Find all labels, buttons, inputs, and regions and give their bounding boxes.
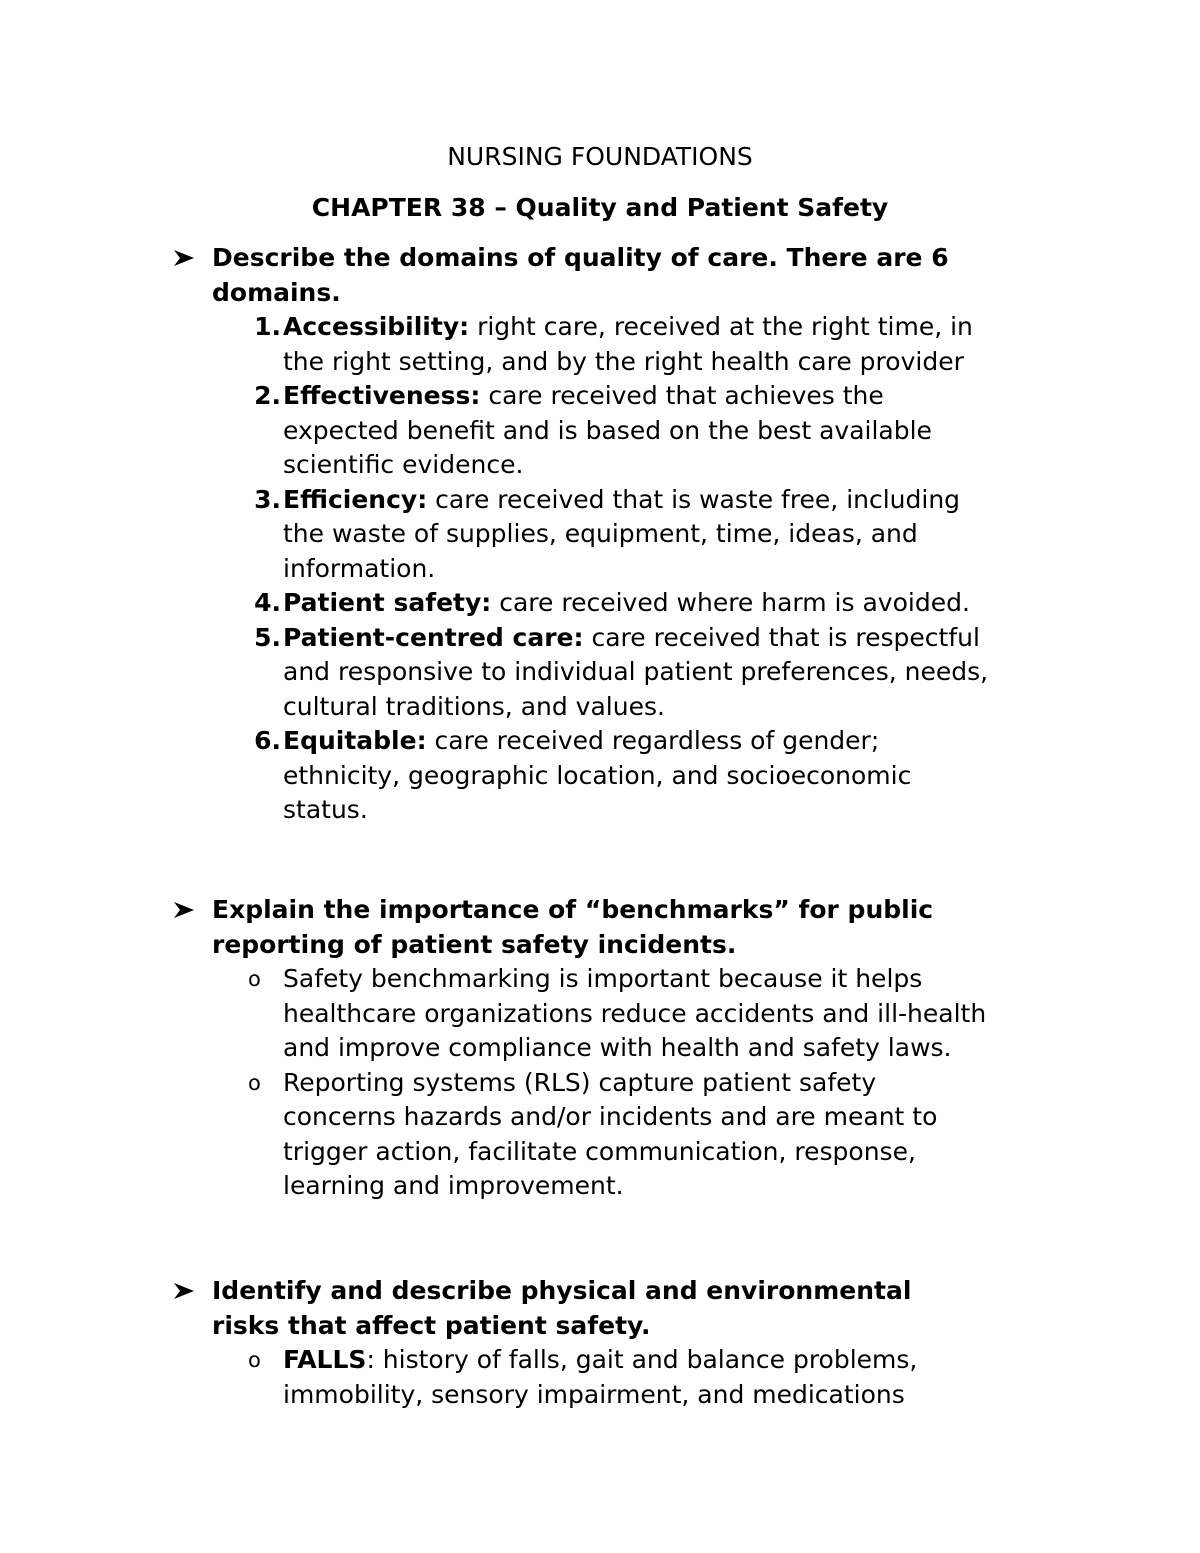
item-text: learning and improvement. <box>283 1171 624 1200</box>
item-text: right care, received at the right time, in <box>469 312 973 341</box>
item-term: Patient safety: <box>283 588 492 617</box>
section-physical-risks <box>170 1274 1070 1412</box>
arrow-bullet-icon <box>172 241 198 268</box>
item-text: and improve compliance with health and safety laws. <box>283 1033 952 1062</box>
item-text: : history of falls, gait and balance problems, <box>366 1345 918 1374</box>
list-item <box>170 1066 1070 1204</box>
list-item <box>170 962 1070 1066</box>
question-heading <box>170 241 1070 310</box>
item-text: care received that is waste free, including <box>427 484 961 514</box>
item-term: Efficiency: <box>283 484 428 514</box>
item-text: trigger action, facilitate communication, response, <box>283 1136 916 1166</box>
item-term: Patient-centred care: <box>283 622 584 652</box>
item-text: ethnicity, geographic location, and socioeconomic <box>283 760 912 790</box>
section-quality-domains <box>170 241 1070 828</box>
list-item <box>170 310 1070 379</box>
arrow-bullet-icon <box>172 893 198 920</box>
risk-bullets <box>170 1343 1070 1412</box>
item-text: scientific evidence. <box>283 450 524 479</box>
item-text: cultural traditions, and values. <box>283 691 665 721</box>
chapter-heading: CHAPTER 38 – Quality and Patient Safety <box>311 193 889 222</box>
section-benchmarks <box>170 893 1070 1204</box>
item-number: 1. <box>254 312 281 341</box>
question-line: Explain the importance of “benchmarks” for public <box>212 895 934 924</box>
item-number: 5. <box>254 622 281 652</box>
circle-bullet-icon: o <box>248 1070 261 1095</box>
list-item <box>170 483 1070 587</box>
item-text: care received where harm is avoided. <box>491 588 970 617</box>
question-heading <box>170 1274 1070 1343</box>
item-text: Safety benchmarking is important because it helps <box>283 964 923 993</box>
list-item <box>170 379 1070 483</box>
circle-bullet-icon: o <box>248 1348 261 1372</box>
question-line: Describe the domains of quality of care. There are 6 <box>212 243 949 272</box>
item-text: concerns hazards and/or incidents and are meant to <box>283 1102 938 1131</box>
item-text: the right setting, and by the right health care provider <box>283 346 964 376</box>
item-text: and responsive to individual patient preferences, needs, <box>283 657 989 686</box>
item-term: Equitable: <box>283 726 427 755</box>
item-term: FALLS <box>283 1345 367 1374</box>
arrow-bullet-icon <box>172 1274 198 1301</box>
circle-bullet-icon: o <box>248 967 261 991</box>
item-text: expected benefit and is based on the best available <box>283 415 932 445</box>
benchmark-bullets <box>170 962 1070 1204</box>
item-text: status. <box>283 795 368 824</box>
list-item <box>170 621 1070 725</box>
list-item <box>170 724 1070 828</box>
item-text: healthcare organizations reduce accidents and ill-health <box>283 998 987 1028</box>
question-line: Identify and describe physical and environmental <box>212 1276 912 1305</box>
item-term: Accessibility: <box>283 312 470 341</box>
list-item <box>170 586 1070 621</box>
item-text: Reporting systems (RLS) capture patient safety <box>283 1067 877 1097</box>
item-text: information. <box>283 553 436 583</box>
question-heading <box>170 893 1070 962</box>
question-line: risks that affect patient safety. <box>212 1310 651 1340</box>
item-text: the waste of supplies, equipment, time, ideas, and <box>283 519 918 548</box>
item-text: care received that is respectful <box>583 622 980 652</box>
question-line: domains. <box>212 277 341 307</box>
list-item <box>170 1343 1070 1412</box>
item-number: 2. <box>254 381 281 410</box>
question-line: reporting of patient safety incidents. <box>212 929 737 959</box>
item-text: immobility, sensory impairment, and medications <box>283 1379 905 1409</box>
item-term: Effectiveness: <box>283 381 481 410</box>
item-text: care received regardless of gender; <box>426 726 880 755</box>
item-number: 4. <box>254 588 281 617</box>
item-number: 6. <box>254 726 281 755</box>
item-number: 3. <box>254 484 281 514</box>
document-title: NURSING FOUNDATIONS <box>447 142 753 171</box>
domain-list <box>170 310 1070 828</box>
item-text: care received that achieves the <box>480 381 884 410</box>
